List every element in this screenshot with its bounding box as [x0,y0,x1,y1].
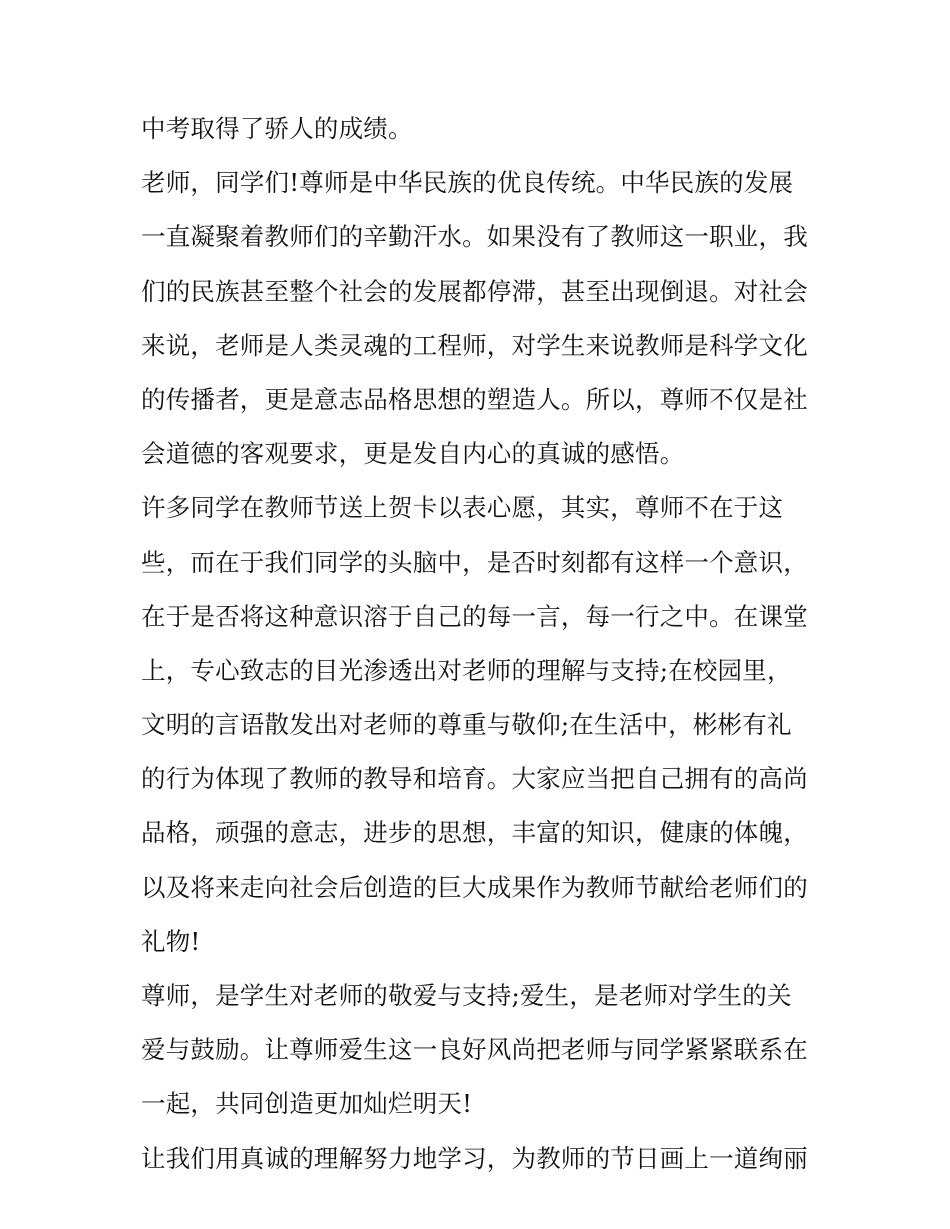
text-line: 来说，老师是人类灵魂的工程师，对学生来说教师是科学文化 [141,330,808,360]
text-line: 上，专心致志的目光渗透出对老师的理解与支持;在校园里， [141,655,792,685]
text-line: 中考取得了骄人的成绩。 [141,114,413,143]
text-line: 文明的言语散发出对老师的尊重与敬仰;在生活中，彬彬有礼 [141,710,792,740]
text-line: 爱与鼓励。让尊师爱生这一良好风尚把老师与同学紧紧联系在 [141,1035,808,1065]
text-line: 品格，顽强的意志，进步的思想，丰富的知识，健康的体魄， [141,818,808,848]
text-line: 一起，共同创造更加灿烂明天! [141,1089,473,1119]
text-line: 许多同学在教师节送上贺卡以表心愿，其实，尊师不在于这 [141,493,784,523]
text-line: 的行为体现了教师的教导和培育。大家应当把自己拥有的高尚 [141,764,808,794]
text-line: 会道德的客观要求，更是发自内心的真诚的感悟。 [141,439,685,469]
text-line: 让我们用真诚的理解努力地学习，为教师的节日画上一道绚丽 [141,1143,808,1173]
text-line: 些，而在于我们同学的头脑中，是否时刻都有这样一个意识， [141,547,808,577]
text-line: 的传播者，更是意志品格思想的塑造人。所以，尊师不仅是社 [141,384,808,414]
text-line: 一直凝聚着教师们的辛勤汗水。如果没有了教师这一职业，我 [141,222,808,252]
text-line: 们的民族甚至整个社会的发展都停滞，甚至出现倒退。对社会 [141,276,808,306]
text-line: 在于是否将这种意识溶于自己的每一言，每一行之中。在课堂 [141,601,808,631]
text-line: 老师，同学们!尊师是中华民族的优良传统。中华民族的发展 [141,168,794,198]
body-text [141,108,821,1192]
text-line: 礼物! [141,926,201,956]
text-line: 尊师，是学生对老师的敬爱与支持;爱生，是老师对学生的关 [141,981,792,1010]
text-line: 以及将来走向社会后创造的巨大成果作为教师节献给老师们的 [141,872,808,902]
